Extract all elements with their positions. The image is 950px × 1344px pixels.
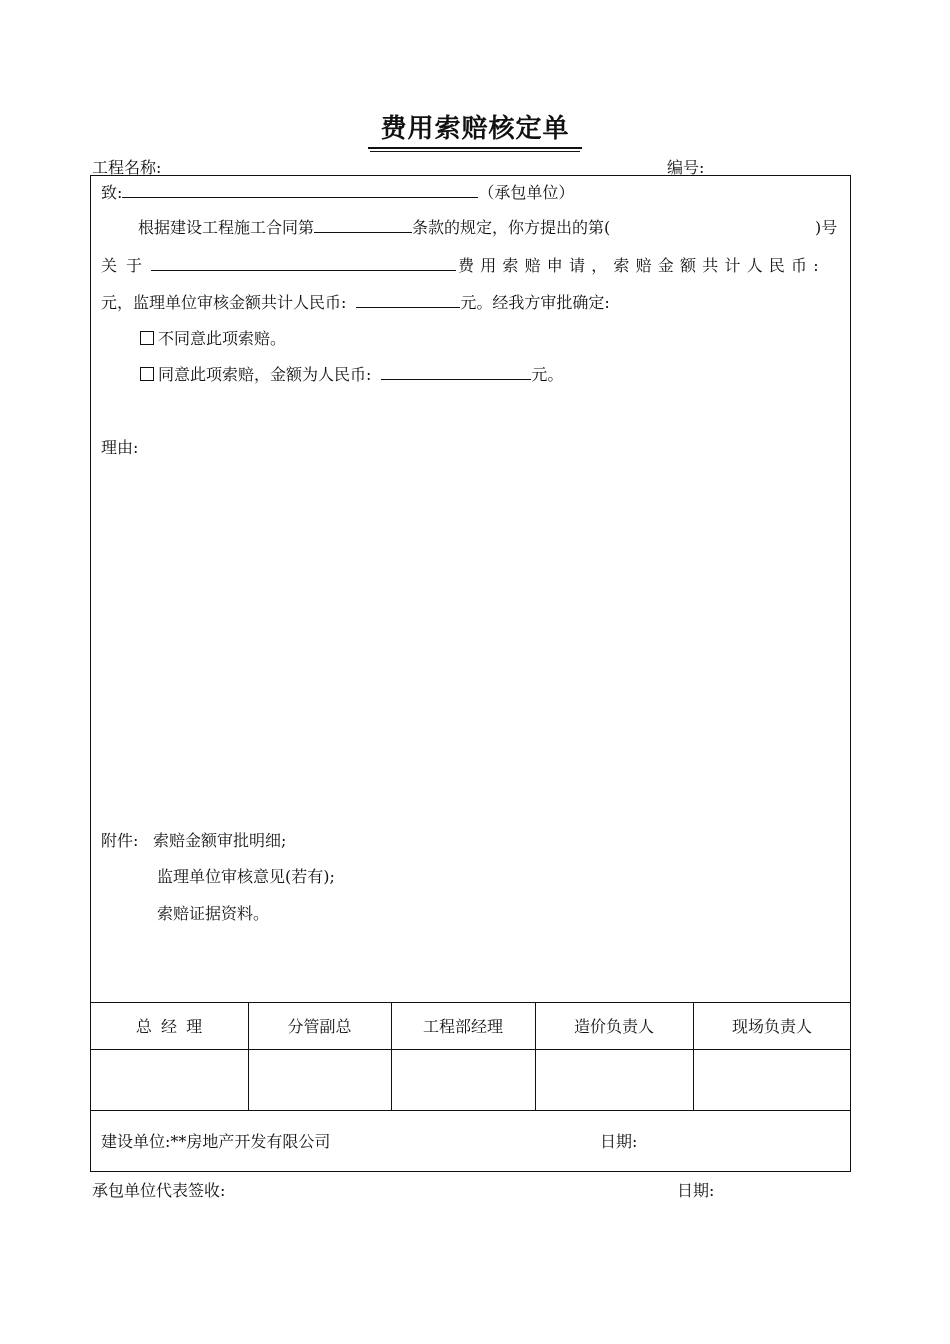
document-title: 费用索赔核定单 — [0, 108, 950, 149]
para1-row — [138, 215, 610, 238]
option-agree-label-a: 同意此项索赔，金额为人民币: — [158, 365, 372, 384]
to-row — [101, 180, 574, 203]
column-header-engineering-manager: 工程部经理 — [422, 1017, 503, 1036]
owner-name: **房地产开发有限公司 — [170, 1132, 331, 1151]
column-header-deputy: 分管副总 — [287, 1017, 352, 1036]
owner-date-label: 日期: — [600, 1132, 638, 1151]
column-header-site-lead: 现场负责人 — [731, 1017, 812, 1036]
signature-cell-site-lead[interactable] — [694, 1050, 850, 1110]
checkbox-disagree[interactable] — [140, 331, 154, 345]
para1-text-a: 根据建设工程施工合同第 — [138, 218, 315, 237]
option-agree[interactable] — [140, 362, 563, 385]
para1-text-c: )号 — [815, 218, 838, 237]
para1-text-b: 条款的规定，你方提出的第( — [412, 218, 611, 237]
attachment-item: 索赔证据资料。 — [157, 904, 270, 923]
owner-row — [101, 1129, 330, 1152]
attachment-item: 监理单位审核意见(若有); — [157, 867, 335, 886]
approved-amount-blank[interactable] — [381, 364, 531, 380]
attachment-label: 附件: — [101, 831, 139, 850]
para3-text-a: 元，监理单位审核金额共计人民币: — [101, 293, 347, 312]
attachment-item: 索赔金额审批明细; — [153, 831, 287, 850]
claim-subject-blank[interactable] — [151, 255, 456, 271]
signature-cell-cost-lead[interactable] — [536, 1050, 693, 1110]
para3-text-b: 元。经我方审批确定: — [460, 293, 610, 312]
column-header-cost-lead: 造价负责人 — [573, 1017, 654, 1036]
owner-label: 建设单位: — [101, 1132, 171, 1151]
table-top-border — [90, 1002, 851, 1003]
project-name-label: 工程名称: — [92, 158, 162, 177]
option-disagree-label: 不同意此项索赔。 — [158, 329, 287, 348]
column-header-general-manager: 总 经 理 — [135, 1017, 203, 1036]
para2-text-b: 费用索赔申请，索赔金额共计人民币: — [458, 256, 825, 275]
contractor-receipt-label: 承包单位代表签收: — [92, 1181, 226, 1200]
contract-clause-blank[interactable] — [314, 217, 412, 233]
option-disagree[interactable] — [140, 326, 286, 349]
para2-row-a — [101, 253, 456, 276]
para3-row — [101, 290, 610, 313]
signature-cell-engineering-manager[interactable] — [392, 1050, 535, 1110]
to-label: 致: — [101, 183, 123, 202]
checkbox-agree[interactable] — [140, 367, 154, 381]
para2-text-a: 关于 — [101, 256, 152, 275]
reason-label: 理由: — [101, 438, 139, 457]
signature-cell-deputy[interactable] — [249, 1050, 391, 1110]
number-label: 编号: — [667, 158, 705, 177]
table-bottom-border — [90, 1110, 851, 1111]
receipt-date-label: 日期: — [677, 1181, 715, 1200]
audit-amount-blank[interactable] — [356, 292, 460, 308]
contractor-label: （承包单位） — [478, 183, 575, 202]
recipient-blank[interactable] — [122, 182, 478, 198]
signature-cell-general-manager[interactable] — [91, 1050, 248, 1110]
option-agree-label-b: 元。 — [531, 365, 564, 384]
